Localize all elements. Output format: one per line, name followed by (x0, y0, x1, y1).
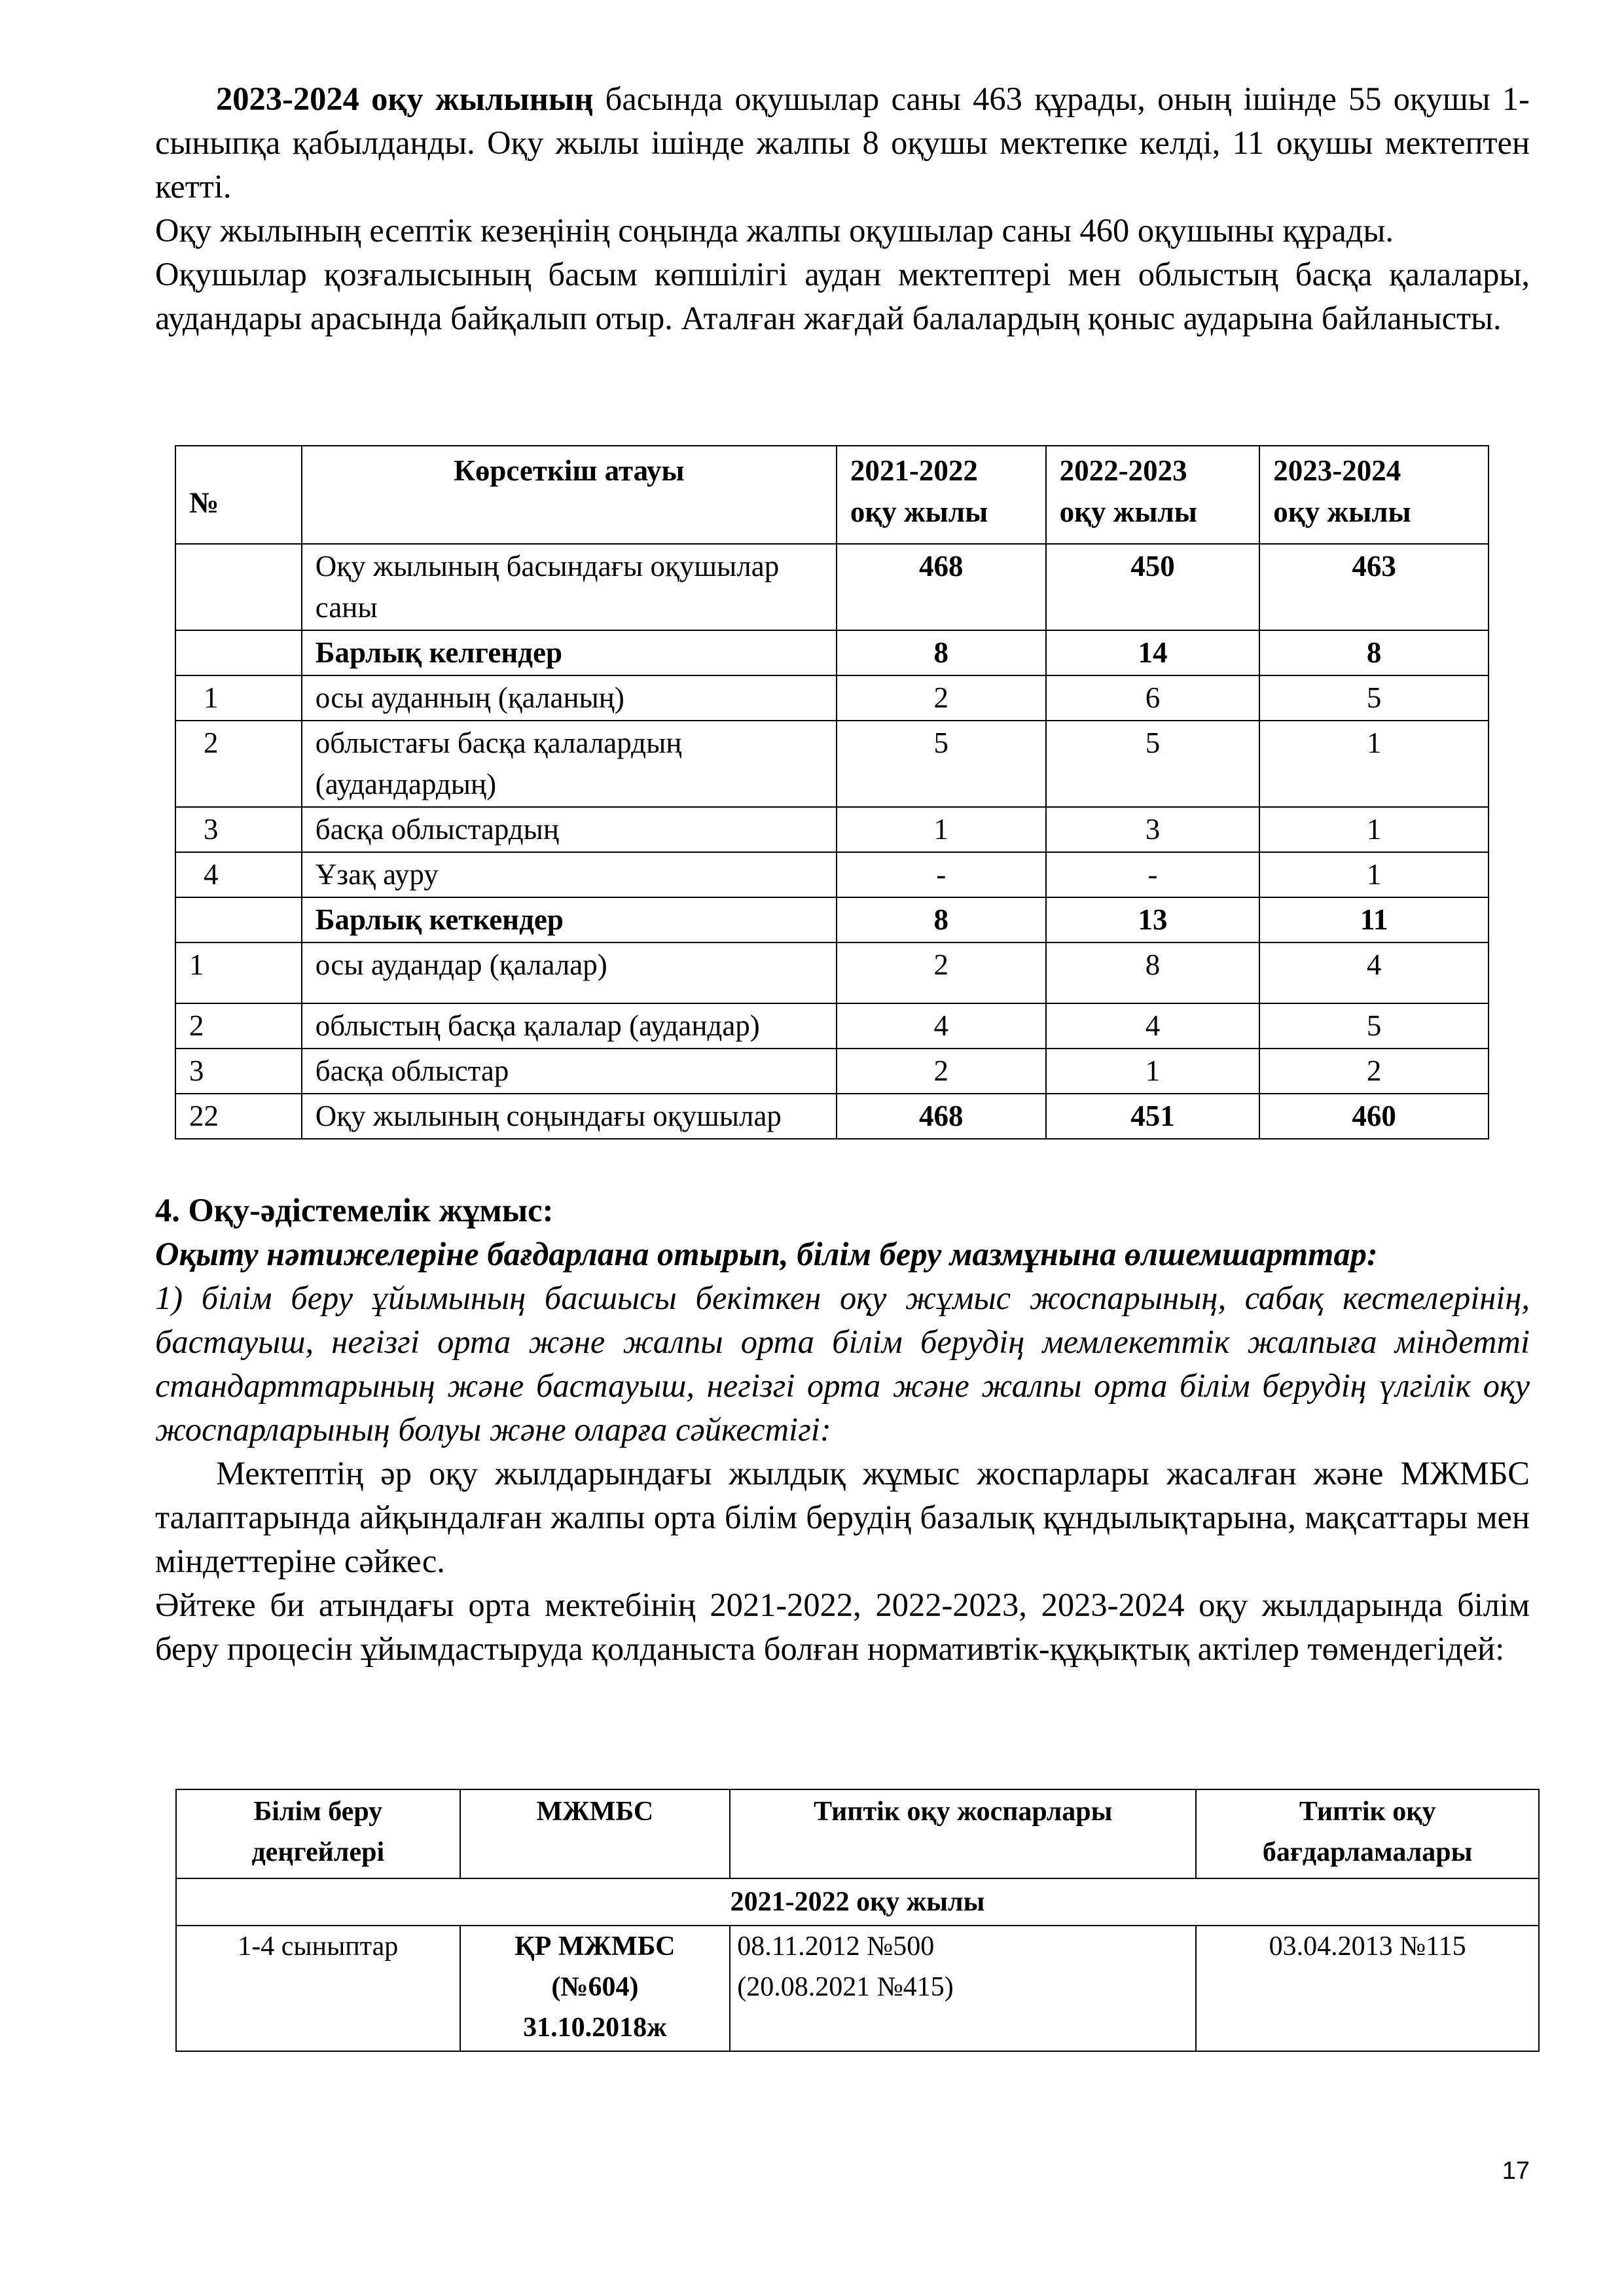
row-value: 2 (837, 1049, 1046, 1094)
row-label: облыстағы басқа қалалардың (аудандардың) (302, 721, 837, 807)
row-value: 1 (1046, 1049, 1260, 1094)
row-number: 1 (175, 675, 302, 721)
header-standard: МЖМБС (460, 1789, 731, 1878)
header-year-3: 2023-2024 оқу жылы (1259, 446, 1489, 544)
page-body (155, 77, 1530, 340)
row-value: 11 (1259, 897, 1489, 942)
table-row (175, 1094, 1489, 1139)
header-indicator: Көрсеткіш атауы (302, 446, 837, 544)
table-row (175, 942, 1489, 1003)
intro-paragraph-2: Оқу жылының есептік кезеңінің соңында жалпы оқушылар саны 460 оқушыны құрады. (155, 212, 1394, 249)
row-value: 468 (837, 544, 1046, 630)
header-year-1: 2021-2022 оқу жылы (837, 446, 1046, 544)
row-value: - (1046, 852, 1260, 897)
table-row (175, 1049, 1489, 1094)
row-label: Барлық кеткендер (302, 897, 837, 942)
normative-acts-table (175, 1789, 1540, 2052)
table-row (175, 1003, 1489, 1049)
page-number: 17 (1502, 2157, 1530, 2185)
header-curricula: Типтік оқу жоспарлары (730, 1789, 1196, 1878)
row-number (175, 630, 302, 675)
row-value: 1 (837, 807, 1046, 852)
row-label: осы аудандар (қалалар) (302, 942, 837, 1003)
row-value: 451 (1046, 1094, 1260, 1139)
row-value: 1 (1259, 721, 1489, 807)
row-value: 468 (837, 1094, 1046, 1139)
row-label: Барлық келгендер (302, 630, 837, 675)
section-4 (155, 1186, 1530, 1671)
row-value: 2 (837, 942, 1046, 1003)
criteria-heading: Оқыту нәтижелеріне бағдарлана отырып, білім беру мазмұнына өлшемшарттар: (155, 1236, 1378, 1272)
row-label: Оқу жылының басындағы оқушылар саны (302, 544, 837, 630)
row-number: 4 (175, 852, 302, 897)
row-number: 2 (175, 721, 302, 807)
row-value: 1 (1259, 807, 1489, 852)
row-value: 13 (1046, 897, 1260, 942)
row-value: 2 (1259, 1049, 1489, 1094)
row-value: - (837, 852, 1046, 897)
header-programs: Типтік оқу бағдарламалары (1196, 1789, 1539, 1878)
table-row (175, 897, 1489, 942)
intro-lead: 2023-2024 оқу жылының (216, 81, 594, 117)
table-row (175, 630, 1489, 675)
row-value: 4 (1046, 1003, 1260, 1049)
row-value: 1 (1259, 852, 1489, 897)
criteria-item: 1) білім беру ұйымының басшысы бекіткен оқу жұмыс жоспарының, сабақ кестелерінің, бастауыш, негізгі орта және жалпы орта білім берудің мемлекеттік жалпыға міндетті стандарттарының және бастауыш, негізгі орта және жалпы орта білім берудің үлгілік оқу жоспарларының болуы және оларға сәйкестігі: (155, 1280, 1530, 1448)
row-value: 8 (837, 897, 1046, 942)
intro-text: басында оқушылар саны 463 құрады, оның ішінде 55 оқушы 1-сыныпқа қабылданды. Оқу жылы ішінде жалпы 8 оқушы мектепке келді, 11 оқушы мектептен кетті. (155, 81, 1530, 205)
row-value: 2 (837, 675, 1046, 721)
row-number: 3 (175, 1049, 302, 1094)
row-value: 8 (1259, 630, 1489, 675)
student-movement-table (175, 445, 1489, 1139)
row-number: 22 (175, 1094, 302, 1139)
row-label: Ұзақ ауру (302, 852, 837, 897)
row-value: 460 (1259, 1094, 1489, 1139)
table-row (176, 1926, 1539, 2051)
row-value: 5 (837, 721, 1046, 807)
table-row (175, 721, 1489, 807)
table-row (175, 544, 1489, 630)
section-paragraph-1: Мектептің әр оқу жылдарындағы жылдық жұмыс жоспарлары жасалған және МЖМБС талаптарында айқындалған жалпы орта білім берудің базалық құндылықтарына, мақсаттары мен міндеттеріне сәйкес. (155, 1455, 1530, 1579)
row-label: облыстың басқа қалалар (аудандар) (302, 1003, 837, 1049)
table-row (175, 852, 1489, 897)
row-value: 8 (837, 630, 1046, 675)
table-row (175, 675, 1489, 721)
row-value: 8 (1046, 942, 1260, 1003)
row-label: Оқу жылының соңындағы оқушылар (302, 1094, 837, 1139)
row-value: 5 (1259, 675, 1489, 721)
header-number: № (175, 446, 302, 544)
row-label: басқа облыстардың (302, 807, 837, 852)
curriculum-value: 08.11.2012 №500 (20.08.2021 №415) (730, 1926, 1196, 2051)
section-heading: 4. Оқу-әдістемелік жұмыс: (155, 1192, 554, 1229)
table-row (175, 807, 1489, 852)
row-value: 4 (1259, 942, 1489, 1003)
standard-value: ҚР МЖМБС (№604) 31.10.2018ж (460, 1926, 731, 2051)
row-number: 3 (175, 807, 302, 852)
section-paragraph-2: Әйтеке би атындағы орта мектебінің 2021-2022, 2022-2023, 2023-2024 оқу жылдарында білім беру процесін ұйымдастыруда қолданыста болған нормативтік-құқықтық актілер төмендегідей: (155, 1587, 1530, 1667)
row-number: 1 (175, 942, 302, 1003)
row-value: 6 (1046, 675, 1260, 721)
intro-paragraph-3: Оқушылар қозғалысының басым көпшілігі аудан мектептері мен облыстың басқа қалалары, аудандары арасында байқалып отыр. Аталған жағдай балалардың қоныс аударына байланысты. (155, 256, 1530, 336)
table-header-row (175, 446, 1489, 544)
header-education-level: Білім беру деңгейлері (176, 1789, 460, 1878)
row-label: осы ауданның (қаланың) (302, 675, 837, 721)
table-header-row (176, 1789, 1539, 1878)
program-value: 03.04.2013 №115 (1196, 1926, 1539, 2051)
row-value: 5 (1046, 721, 1260, 807)
row-value: 3 (1046, 807, 1260, 852)
row-label: басқа облыстар (302, 1049, 837, 1094)
row-value: 5 (1259, 1003, 1489, 1049)
row-number (175, 897, 302, 942)
year-label: 2021-2022 оқу жылы (176, 1878, 1539, 1926)
intro-paragraph (155, 77, 1530, 209)
row-number: 2 (175, 1003, 302, 1049)
row-number (175, 544, 302, 630)
education-level: 1-4 сыныптар (176, 1926, 460, 2051)
row-value: 463 (1259, 544, 1489, 630)
row-value: 450 (1046, 544, 1260, 630)
row-value: 4 (837, 1003, 1046, 1049)
row-value: 14 (1046, 630, 1260, 675)
header-year-2: 2022-2023 оқу жылы (1046, 446, 1260, 544)
year-row (176, 1878, 1539, 1926)
